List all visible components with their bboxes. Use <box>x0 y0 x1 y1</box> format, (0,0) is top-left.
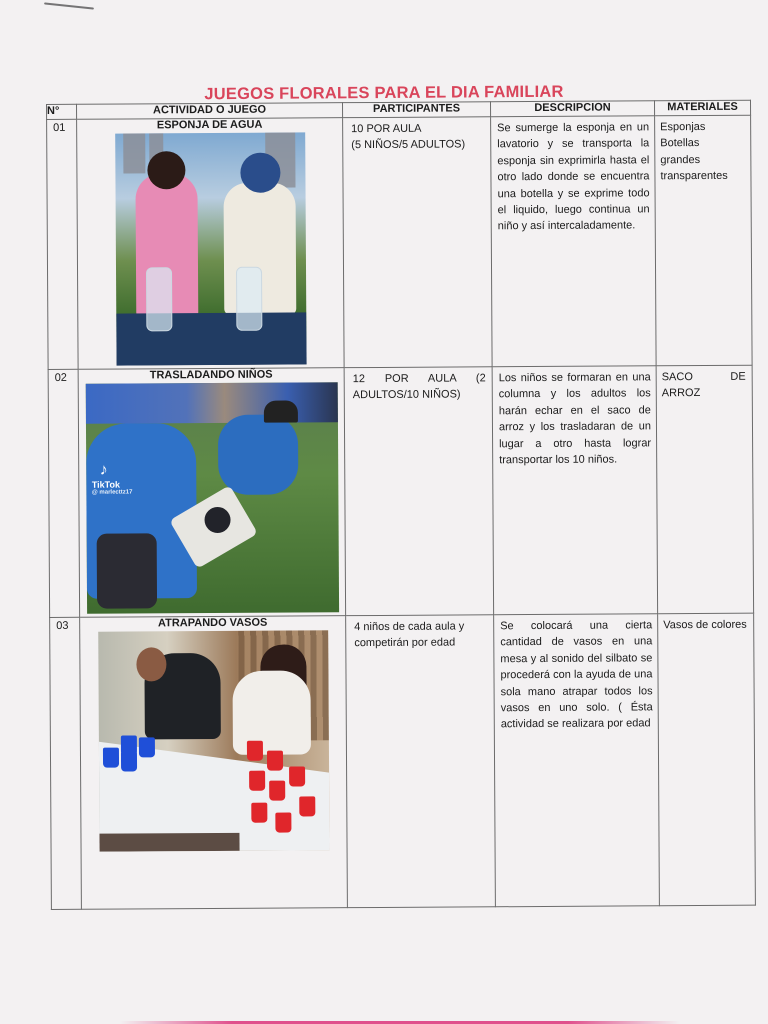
adult-figure <box>217 414 297 494</box>
table-row <box>47 115 753 369</box>
description-cell <box>492 366 658 615</box>
header-number: N° <box>47 104 77 119</box>
sponge-game-photo <box>115 132 306 365</box>
activity-name: ESPONJA DE AGUA <box>156 118 263 132</box>
participants-text: 12 POR AULA (2 ADULTOS/10 NIÑOS) <box>352 372 486 402</box>
row-number: 03 <box>56 619 69 632</box>
description-text: Se sumerge la esponja en un lavatorio y se transporta la esponja sin exprimirla hasta el otro lado donde se encuentra una botella y se exprime todo el liquido, luego continua un niño y así intercaladamente. <box>497 121 650 233</box>
material-item: Esponjas <box>660 120 706 134</box>
participants-text: 4 niños de cada aula y competirán por edad <box>354 620 465 650</box>
material-item: Botellas <box>660 137 700 150</box>
tiktok-watermark <box>92 461 133 495</box>
watermark-handle: @ marlecttz17 <box>91 489 133 496</box>
document-title: JUEGOS FLORALES PARA EL DIA FAMILIAR <box>204 82 564 104</box>
activity-cell <box>80 616 348 910</box>
table-row <box>48 365 754 617</box>
child-figure <box>204 507 230 533</box>
materials-cell <box>655 115 753 366</box>
participants-cell <box>346 615 496 908</box>
activity-name: TRASLADANDO NIÑOS <box>149 368 273 382</box>
material-item: transparentes <box>660 170 728 183</box>
tiktok-logo-icon: ♪ <box>99 461 108 479</box>
description-cell <box>491 116 657 367</box>
activity-cell <box>77 118 345 370</box>
watermark-label: TikTok <box>91 479 121 490</box>
participants-cell <box>343 117 493 368</box>
participants-line: (5 NIÑOS/5 ADULTOS) <box>351 138 466 152</box>
row-number: 01 <box>53 121 66 134</box>
row-number-cell <box>50 617 82 909</box>
participants-line: 10 POR AULA <box>351 122 422 136</box>
sack-game-photo <box>85 382 338 614</box>
header-participants: PARTICIPANTES <box>342 102 490 118</box>
header-materials: MATERIALES <box>654 100 750 116</box>
row-number: 02 <box>54 371 67 384</box>
description-text: Los niños se formaran en una columna y los adultos los harán echar en el saco de arroz y los trasladaran de un lugar a otro hasta lograr transportar los 10 niños. <box>498 371 652 467</box>
pen-mark <box>44 2 94 9</box>
header-description: DESCRIPCION <box>490 101 654 117</box>
row-number-cell <box>48 369 80 617</box>
activity-table <box>46 100 756 910</box>
header-activity: ACTIVIDAD O JUEGO <box>77 103 343 120</box>
materials-cell <box>658 613 756 906</box>
material-item: Vasos de colores <box>663 618 747 632</box>
activity-table-wrapper <box>46 100 755 910</box>
activity-cell <box>78 368 346 618</box>
table-row <box>50 613 756 909</box>
row-number-cell <box>47 119 79 369</box>
materials-cell <box>656 365 754 614</box>
adult-figure <box>232 670 311 754</box>
material-item: SACO DE ARROZ <box>661 370 746 400</box>
description-text: Se colocará una cierta cantidad de vasos en una mesa y al sonido del silbato se procederá con la ayuda de una sola mano atrapar todos los vasos en uno solo. ( Ésta actividad se realizara por edad <box>500 619 653 731</box>
description-cell <box>494 614 660 907</box>
cups-game-photo <box>98 630 329 851</box>
activity-name: ATRAPANDO VASOS <box>157 616 268 630</box>
material-item: grandes <box>660 153 701 167</box>
participants-cell <box>344 367 494 616</box>
